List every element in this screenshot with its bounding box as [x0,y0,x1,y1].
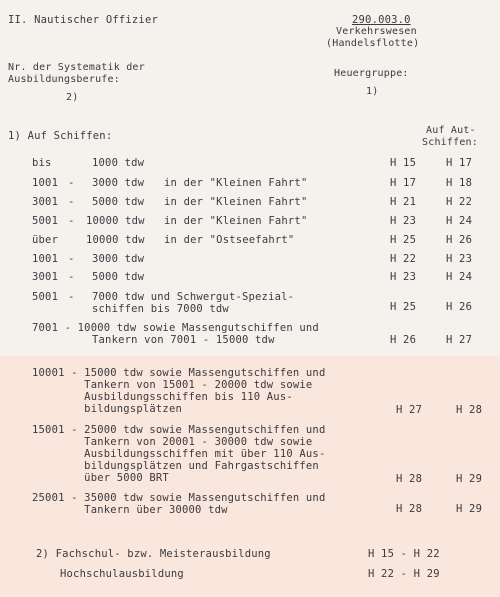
row-h1: H 23 [390,271,417,283]
row-from: 1001 [32,177,59,189]
row-line1: 25001 - 35000 tdw sowie Massengutschiffen und [32,492,326,504]
row-from: 3001 [32,196,59,208]
row-from: 5001 [32,215,59,227]
row-h2: H 28 [456,404,483,416]
row-line2: Tankern von 15001 - 20000 tdw sowie [32,379,313,391]
row-dash: - [68,291,75,303]
section1-heading: 1) Auf Schiffen: [8,130,113,142]
row-line1: 15001 - 25000 tdw sowie Massengutschiffen und [32,424,326,436]
row-to: 5000 tdw [92,271,145,283]
row-h2: H 24 [446,215,473,227]
row-desc: in der "Kleinen Fahrt" [164,177,308,189]
row-from: 3001 [32,271,59,283]
row-line2: schiffen bis 7000 tdw [92,303,229,315]
section2-range2: H 22 - H 29 [368,568,440,580]
row-h2: H 29 [456,503,483,515]
systematik-value: 2) [66,92,79,103]
row-to: 3000 tdw [92,253,145,265]
row-h2: H 27 [446,334,473,346]
row-h1: H 25 [390,301,417,313]
category-line1: Verkehrswesen [336,26,417,37]
row-from: 5001 [32,291,59,303]
row-line2: Tankern über 30000 tdw [32,504,228,516]
row-to: 1000 tdw [92,157,145,169]
row-desc: in der "Kleinen Fahrt" [164,196,308,208]
row-h1: H 28 [396,503,423,515]
heuergruppe-label: Heuergruppe: [334,68,409,79]
section2-hochschul: Hochschulausbildung [60,568,184,580]
section2-range1: H 15 - H 22 [368,548,440,560]
row-h1: H 25 [390,234,417,246]
auto-schiffen-line2: Schiffen: [422,137,478,148]
row-line3: Ausbildungsschiffen bis 110 Aus- [32,391,293,403]
systematik-label-2: Ausbildungsberufe: [8,74,120,85]
document-title: II. Nautischer Offizier [8,14,158,26]
row-from: bis [32,157,52,169]
category-line2: (Handelsflotte) [326,38,420,49]
row-h2: H 26 [446,234,473,246]
row-h2: H 18 [446,177,473,189]
row-h1: H 17 [390,177,417,189]
row-h1: H 26 [390,334,417,346]
row-dash: - [68,253,75,265]
row-line1: 10001 - 15000 tdw sowie Massengutschiffen und [32,367,326,379]
row-h1: H 27 [396,404,423,416]
row-line4: bildungsplätzen und Fahrgastschiffen [32,460,319,472]
row-desc: in der "Kleinen Fahrt" [164,215,308,227]
row-h2: H 26 [446,301,473,313]
row-line5: über 5000 BRT [32,472,169,484]
row-h2: H 29 [456,473,483,485]
systematik-label-1: Nr. der Systematik der [8,62,145,73]
row-from: über [32,234,59,246]
row-h1: H 15 [390,157,417,169]
row-to: 10000 tdw [86,234,145,246]
row-h2: H 17 [446,157,473,169]
row-to: 10000 tdw [86,215,145,227]
row-h1: H 22 [390,253,417,265]
auto-schiffen-line1: Auf Aut- [426,125,476,136]
code-number: 290.003.0 [352,14,411,26]
row-h2: H 24 [446,271,473,283]
row-dash: - [68,215,75,227]
heuergruppe-value: 1) [366,86,379,97]
row-line2: Tankern von 7001 - 15000 tdw [92,334,275,346]
row-line3: Ausbildungsschiffen mit über 110 Aus- [32,448,326,460]
row-line4: bildungsplätzen [32,403,182,415]
section2-fachschul: 2) Fachschul- bzw. Meisterausbildung [36,548,271,560]
row-desc: in der "Ostseefahrt" [164,234,295,246]
row-dash: - [68,196,75,208]
row-to: 3000 tdw [92,177,145,189]
row-h2: H 23 [446,253,473,265]
row-to: 5000 tdw [92,196,145,208]
row-line1: 7001 - 10000 tdw sowie Massengutschiffen und [32,322,319,334]
row-h1: H 23 [390,215,417,227]
row-line1: 7000 tdw und Schwergut-Spezial- [92,291,295,303]
row-h1: H 21 [390,196,417,208]
row-from: 1001 [32,253,59,265]
row-dash: - [68,177,75,189]
row-h2: H 22 [446,196,473,208]
row-h1: H 28 [396,473,423,485]
row-line2: Tankern von 20001 - 30000 tdw sowie [32,436,313,448]
row-dash: - [68,271,75,283]
